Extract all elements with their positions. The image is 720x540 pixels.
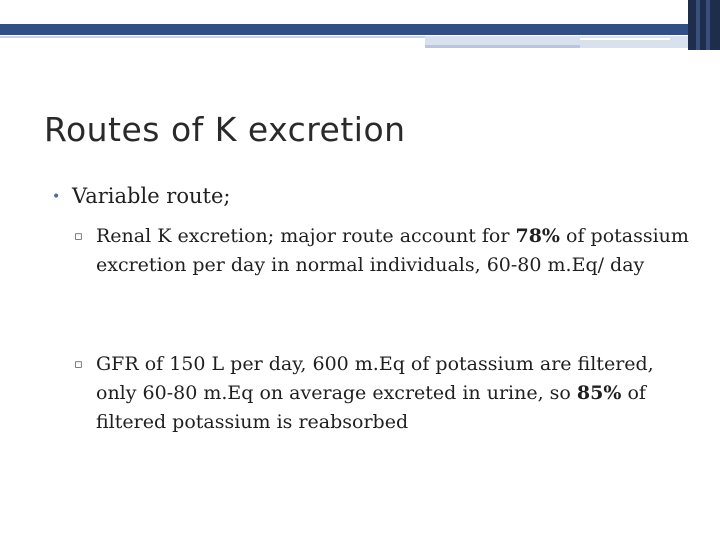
- bullet-dot-icon: •: [52, 189, 61, 205]
- text-segment: of filtered potassium is reabsorbed: [96, 382, 646, 433]
- header-corner-stripe: [696, 0, 700, 50]
- header-corner-block: [688, 0, 720, 50]
- level2-bullet-item: [74, 222, 694, 280]
- header-accent-gap: [580, 38, 670, 40]
- highlight-percent: 78%: [515, 225, 560, 247]
- header-corner-stripe: [706, 0, 710, 50]
- bullet-square-icon: ▫: [74, 357, 83, 372]
- text-segment: GFR of 150 L per day, 600 m.Eq of potassium are filtered, only 60-80 m.Eq on average excreted in urine, so: [96, 353, 654, 404]
- text-segment: of potassium excretion per day in normal individuals, 60-80 m.Eq/ day: [96, 225, 689, 276]
- level2-bullet-item: [74, 350, 694, 437]
- header-accent-line: [425, 45, 580, 48]
- level2-bullet-text: [96, 222, 694, 280]
- bullet-square-icon: ▫: [74, 229, 83, 244]
- highlight-percent: 85%: [576, 382, 622, 404]
- header-underline: [0, 36, 430, 38]
- level1-bullet-text: Variable route;: [72, 184, 231, 208]
- header-bar: [0, 24, 720, 35]
- level2-bullet-text: [96, 350, 694, 437]
- slide-title: Routes of K excretion: [44, 110, 406, 149]
- text-segment: Renal K excretion; major route account for: [96, 225, 516, 247]
